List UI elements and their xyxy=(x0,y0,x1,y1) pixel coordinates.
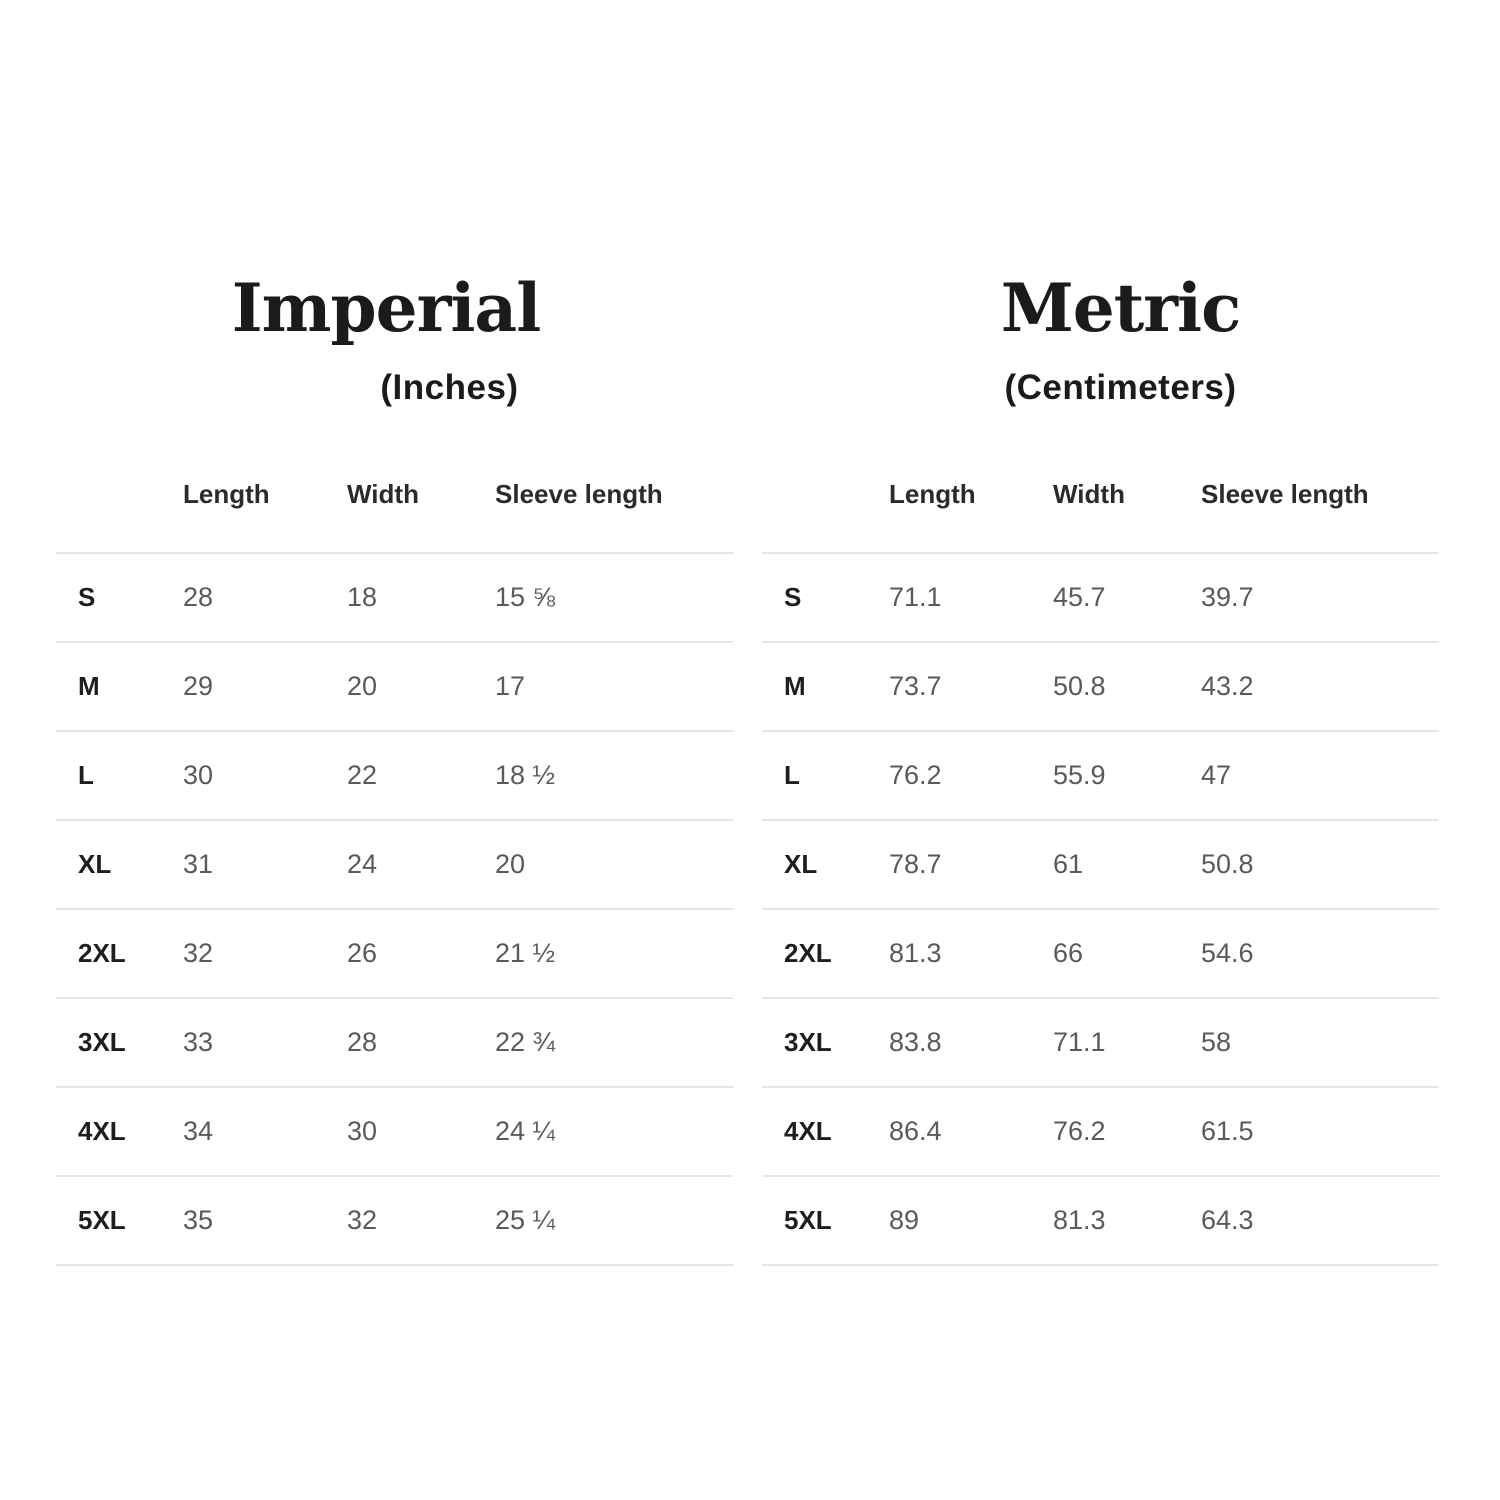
size-cell: 3XL xyxy=(56,998,183,1087)
header-sleeve-length: Sleeve length xyxy=(1201,464,1439,553)
length-cell: 28 xyxy=(183,553,347,642)
imperial-subtitle: (Inches) xyxy=(380,368,519,407)
width-cell: 18 xyxy=(347,553,495,642)
table-row xyxy=(56,820,733,909)
size-cell: 2XL xyxy=(56,909,183,998)
width-cell: 55.9 xyxy=(1053,731,1201,820)
table-row xyxy=(56,553,733,642)
table-row xyxy=(56,1087,733,1176)
length-cell: 89 xyxy=(889,1176,1053,1265)
sleeve-length-cell: 24 ¼ xyxy=(495,1087,733,1176)
size-cell: S xyxy=(56,553,183,642)
length-cell: 78.7 xyxy=(889,820,1053,909)
table-row xyxy=(762,553,1439,642)
length-cell: 76.2 xyxy=(889,731,1053,820)
length-cell: 73.7 xyxy=(889,642,1053,731)
sleeve-length-cell: 64.3 xyxy=(1201,1176,1439,1265)
width-cell: 24 xyxy=(347,820,495,909)
length-cell: 32 xyxy=(183,909,347,998)
table-row xyxy=(56,998,733,1087)
sleeve-length-cell: 15 ⅝ xyxy=(495,553,733,642)
size-cell: 5XL xyxy=(762,1176,889,1265)
table-header-row xyxy=(762,464,1439,553)
size-cell: L xyxy=(56,731,183,820)
width-cell: 20 xyxy=(347,642,495,731)
sleeve-length-cell: 58 xyxy=(1201,998,1439,1087)
size-cell: M xyxy=(762,642,889,731)
width-cell: 32 xyxy=(347,1176,495,1265)
table-row xyxy=(762,731,1439,820)
sleeve-length-cell: 17 xyxy=(495,642,733,731)
length-cell: 86.4 xyxy=(889,1087,1053,1176)
length-cell: 81.3 xyxy=(889,909,1053,998)
size-cell: L xyxy=(762,731,889,820)
imperial-title: Imperial xyxy=(231,269,541,347)
header-width: Width xyxy=(347,464,495,553)
width-cell: 61 xyxy=(1053,820,1201,909)
table-row xyxy=(762,998,1439,1087)
size-cell: 2XL xyxy=(762,909,889,998)
length-cell: 34 xyxy=(183,1087,347,1176)
table-header-row xyxy=(56,464,733,553)
sleeve-length-cell: 25 ¼ xyxy=(495,1176,733,1265)
table-row xyxy=(56,731,733,820)
width-cell: 50.8 xyxy=(1053,642,1201,731)
metric-table-body xyxy=(762,553,1439,1265)
header-size xyxy=(56,464,183,553)
table-row xyxy=(762,1176,1439,1265)
size-cell: 4XL xyxy=(762,1087,889,1176)
length-cell: 31 xyxy=(183,820,347,909)
sleeve-length-cell: 22 ¾ xyxy=(495,998,733,1087)
table-row xyxy=(56,1176,733,1265)
sleeve-length-cell: 47 xyxy=(1201,731,1439,820)
sleeve-length-cell: 18 ½ xyxy=(495,731,733,820)
header-length: Length xyxy=(183,464,347,553)
table-row xyxy=(762,820,1439,909)
length-cell: 29 xyxy=(183,642,347,731)
sleeve-length-cell: 61.5 xyxy=(1201,1087,1439,1176)
sleeve-length-cell: 21 ½ xyxy=(495,909,733,998)
length-cell: 35 xyxy=(183,1176,347,1265)
sleeve-length-cell: 20 xyxy=(495,820,733,909)
table-row xyxy=(762,909,1439,998)
header-size xyxy=(762,464,889,553)
metric-size-table xyxy=(762,464,1439,1266)
width-cell: 66 xyxy=(1053,909,1201,998)
size-cell: S xyxy=(762,553,889,642)
width-cell: 71.1 xyxy=(1053,998,1201,1087)
size-cell: XL xyxy=(56,820,183,909)
metric-subtitle: (Centimeters) xyxy=(1004,368,1237,407)
width-cell: 81.3 xyxy=(1053,1176,1201,1265)
length-cell: 30 xyxy=(183,731,347,820)
sleeve-length-cell: 54.6 xyxy=(1201,909,1439,998)
size-cell: M xyxy=(56,642,183,731)
header-length: Length xyxy=(889,464,1053,553)
header-sleeve-length: Sleeve length xyxy=(495,464,733,553)
sleeve-length-cell: 50.8 xyxy=(1201,820,1439,909)
size-cell: 3XL xyxy=(762,998,889,1087)
width-cell: 26 xyxy=(347,909,495,998)
imperial-table-body xyxy=(56,553,733,1265)
sleeve-length-cell: 43.2 xyxy=(1201,642,1439,731)
width-cell: 28 xyxy=(347,998,495,1087)
table-row xyxy=(762,1087,1439,1176)
header-width: Width xyxy=(1053,464,1201,553)
size-cell: XL xyxy=(762,820,889,909)
width-cell: 30 xyxy=(347,1087,495,1176)
width-cell: 22 xyxy=(347,731,495,820)
size-cell: 4XL xyxy=(56,1087,183,1176)
metric-title: Metric xyxy=(1000,269,1241,347)
length-cell: 83.8 xyxy=(889,998,1053,1087)
table-row xyxy=(56,642,733,731)
table-row xyxy=(762,642,1439,731)
length-cell: 33 xyxy=(183,998,347,1087)
width-cell: 45.7 xyxy=(1053,553,1201,642)
width-cell: 76.2 xyxy=(1053,1087,1201,1176)
length-cell: 71.1 xyxy=(889,553,1053,642)
sleeve-length-cell: 39.7 xyxy=(1201,553,1439,642)
table-row xyxy=(56,909,733,998)
imperial-size-table xyxy=(56,464,733,1266)
size-cell: 5XL xyxy=(56,1176,183,1265)
